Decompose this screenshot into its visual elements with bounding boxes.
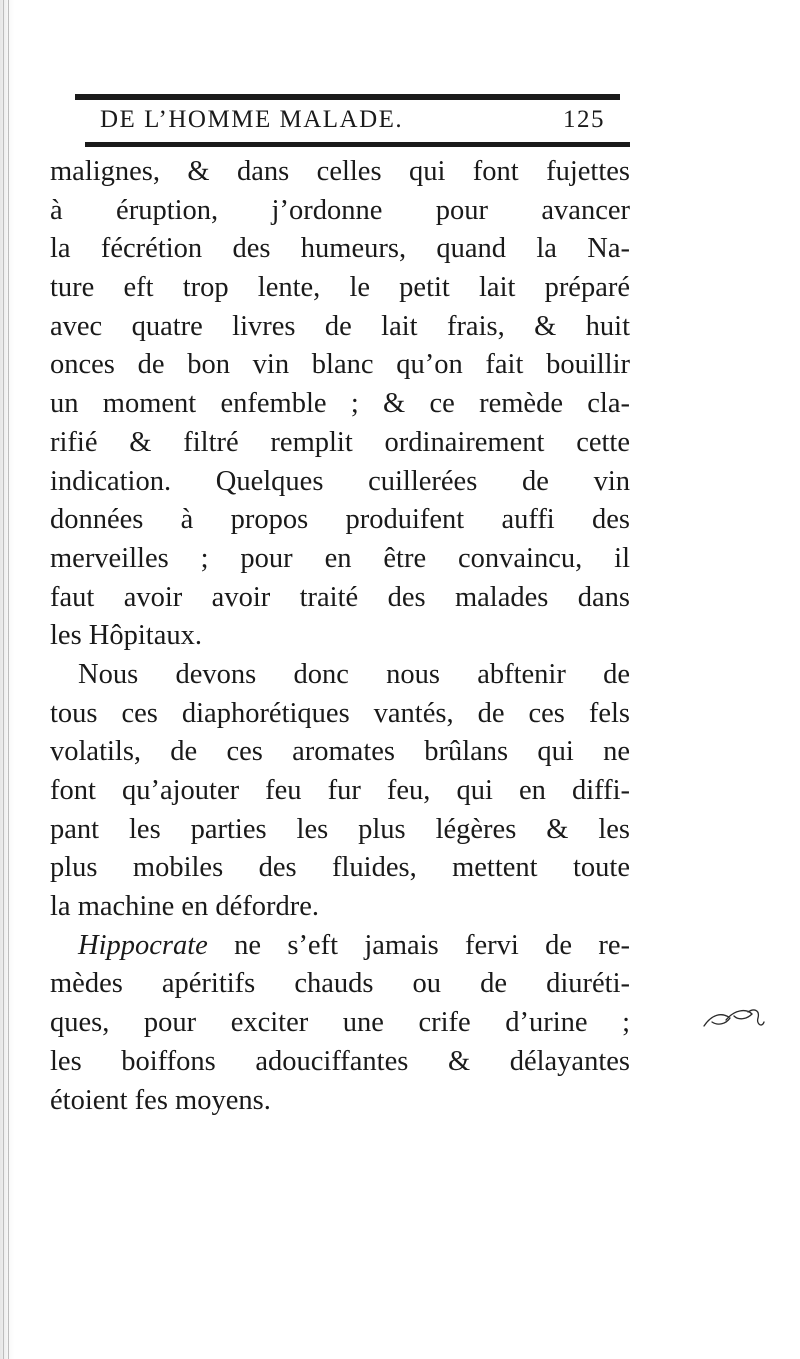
text-line: les boiffons adouciffantes & délayantes	[50, 1045, 630, 1077]
text-line: la fécrétion des humeurs, quand la Na-	[50, 233, 630, 265]
text-line: merveilles ; pour en être convaincu, il	[50, 542, 630, 574]
text-line: rifié & filtré remplit ordinairement cette	[50, 426, 630, 458]
text-line: étoient fes moyens.	[50, 1084, 271, 1116]
text-line	[50, 927, 630, 966]
text-line: plus mobiles des fluides, mettent toute	[50, 852, 630, 884]
text-fragment: ne s’eft jamais fervi de re-	[207, 929, 630, 961]
running-title: DE L’HOMME MALADE.	[100, 106, 404, 133]
handwritten-mark-icon	[702, 1006, 766, 1034]
header-rule-top	[75, 94, 620, 100]
text-line: malignes, & dans celles qui font fujettes	[50, 156, 630, 187]
text-line: à éruption, j’ordonne pour avancer	[50, 194, 630, 226]
header-rule-bottom	[85, 142, 630, 147]
text-line: font qu’ajouter feu fur feu, qui en diffi-	[50, 775, 630, 806]
page-number: 125	[563, 106, 605, 133]
italic-name: Hippocrate	[78, 929, 208, 961]
text-line: indication. Quelques cuillerées de vin	[50, 465, 630, 497]
text-line: Nous devons donc nous abftenir de	[78, 658, 630, 690]
text-line: ques, pour exciter une crife d’urine ;	[50, 1007, 630, 1039]
text-line: les Hôpitaux.	[50, 620, 202, 652]
text-line: données à propos produifent auffi des	[50, 504, 630, 536]
page-header	[100, 106, 605, 136]
text-line: la machine en défordre.	[50, 891, 320, 923]
text-line: un moment enfemble ; & ce remède cla-	[50, 388, 630, 420]
text-line: pant les parties les plus légères & les	[50, 813, 630, 845]
text-line: tous ces diaphorétiques vantés, de ces fels	[50, 697, 630, 729]
text-line: faut avoir avoir traité des malades dans	[50, 581, 630, 613]
text-line: volatils, de ces aromates brûlans qui ne	[50, 736, 630, 768]
text-line: onces de bon vin blanc qu’on fait bouillir	[50, 349, 630, 381]
text-line: mèdes apéritifs chauds ou de diuréti-	[50, 968, 630, 1000]
text-line: avec quatre livres de lait frais, & huit	[50, 310, 630, 342]
body-text	[50, 153, 630, 1120]
text-line: ture eft trop lente, le petit lait préparé	[50, 272, 630, 304]
